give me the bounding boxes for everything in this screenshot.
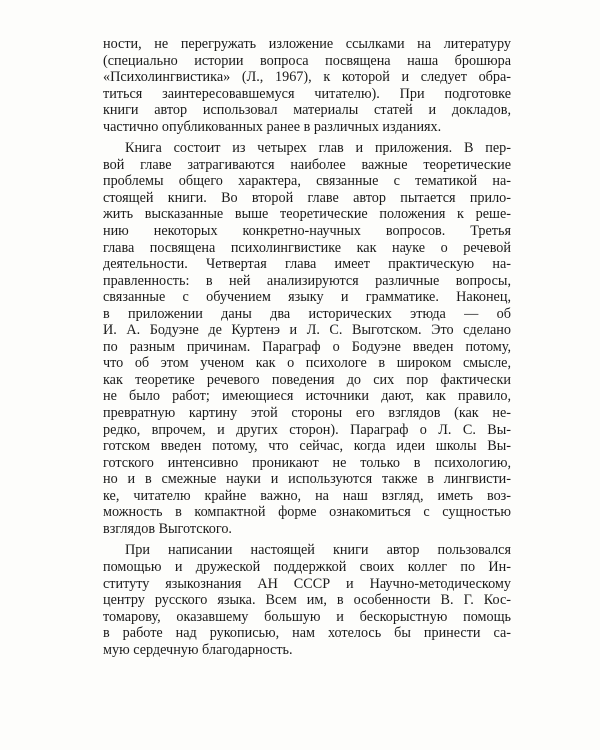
text-line: жить высказанные выше теоретические положения к реше- <box>103 206 511 223</box>
paragraph-3 <box>103 542 511 658</box>
text-line: «Психолингвистика» (Л., 1967), к которой и следует обра- <box>103 69 511 86</box>
text-line: по разным причинам. Параграф о Бодуэне введен потому, <box>103 338 511 355</box>
text-line: готского интенсивно проникают не только в психологию, <box>103 454 511 471</box>
text-line: нию некоторых конкретно-научных вопросов. Третья <box>103 223 511 240</box>
text-line: правленность: в ней анализируются различные вопросы, <box>103 272 511 289</box>
text-line: ке, читателю крайне важно, на наш взгляд, иметь воз- <box>103 487 511 504</box>
text-line: книги автор использовал материалы статей и докладов, <box>103 102 511 119</box>
text-line: стоящей книги. Во второй главе автор пытается прило- <box>103 189 511 206</box>
text-line: глава посвящена психолингвистике как науке о речевой <box>103 239 511 256</box>
text-line: ституту языкознания АН СССР и Научно-методическому <box>103 575 511 592</box>
text-line: титься заинтересовавшемуся читателю). При подготовке <box>103 85 511 102</box>
text-line: но и в смежные науки и используются также в лингвисти- <box>103 471 511 488</box>
text-line: превратную картину этой стороны его взглядов (как не- <box>103 405 511 422</box>
text-line: что об этом ученом как о психологе в широком смысле, <box>103 355 511 372</box>
text-line: связанные с обучением языку и грамматике. Наконец, <box>103 289 511 306</box>
paragraph-2 <box>103 140 511 537</box>
paragraph-1 <box>103 36 511 135</box>
text-line: вой главе затрагиваются наиболее важные теоретические <box>103 156 511 173</box>
text-line: редко, впрочем, и других сторон). Параграф о Л. С. Вы- <box>103 421 511 438</box>
text-line: частично опубликованных ранее в различных изданиях. <box>103 118 442 135</box>
text-line: проблемы общего характера, связанные с тематикой на- <box>103 173 511 190</box>
text-line: деятельности. Четвертая глава имеет практическую на- <box>103 256 511 273</box>
text-line: мую сердечную благодарность. <box>103 641 293 658</box>
text-line: центру русского языка. Всем им, в особенности В. Г. Кос- <box>103 592 511 609</box>
text-body <box>103 36 511 658</box>
text-line: (специально истории вопроса посвящена наша брошюра <box>103 52 511 69</box>
text-line: ности, не перегружать изложение ссылками на литературу <box>103 36 511 52</box>
text-line: в приложении даны два исторических этюда — об <box>103 305 511 322</box>
text-line: как теоретике речевого поведения до сих пор фактически <box>103 371 511 388</box>
text-line: готском введен потому, что сейчас, когда идеи школы Вы- <box>103 438 511 455</box>
text-line: томарову, оказавшему большую и бескорыстную помощь <box>103 608 511 625</box>
text-line: При написании настоящей книги автор пользовался <box>125 542 511 559</box>
text-line: Книга состоит из четырех глав и приложения. В пер- <box>125 140 511 157</box>
text-line: И. А. Бодуэне де Куртенэ и Л. С. Выготском. Это сделано <box>103 322 511 339</box>
text-line: в работе над рукописью, нам хотелось бы принести са- <box>103 625 511 642</box>
text-line: не было работ; имеющиеся источники дают, как правило, <box>103 388 511 405</box>
text-line: можность в компактной форме ознакомиться с сущностью <box>103 504 511 521</box>
text-line: помощью и дружеской поддержкой своих коллег по Ин- <box>103 558 511 575</box>
text-line: взглядов Выготского. <box>103 520 232 537</box>
